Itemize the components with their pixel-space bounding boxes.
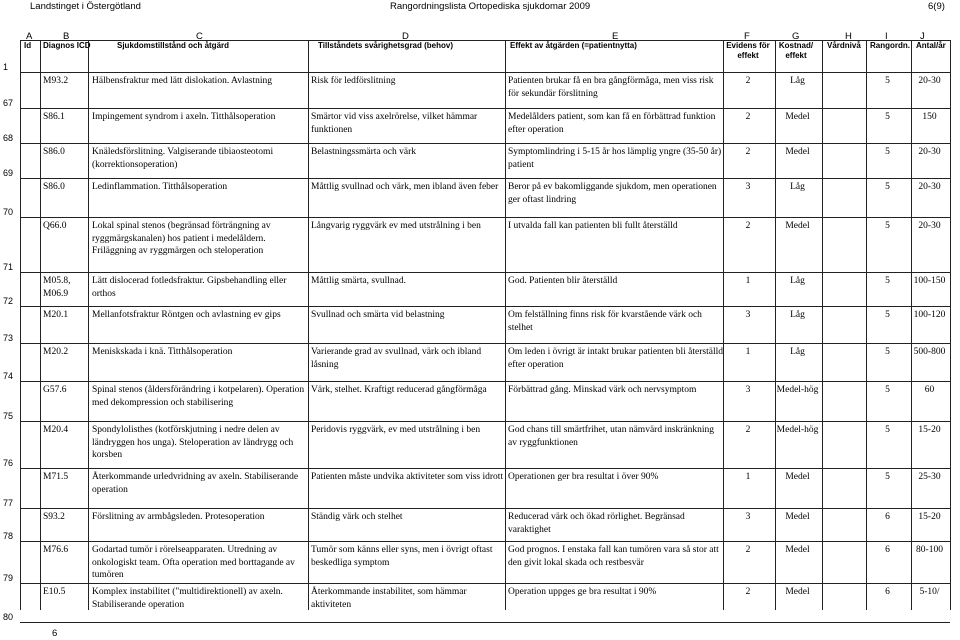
- col-letter-h: H: [845, 31, 852, 42]
- row-number: 69: [3, 168, 14, 178]
- header-evidens: Evidens för effekt: [726, 41, 770, 60]
- row-number: 70: [3, 207, 14, 217]
- cell-evidens: 3: [745, 512, 751, 522]
- grid-vline: [40, 40, 41, 610]
- header-svarighet: Tillståndets svårighetsgrad (behov): [318, 41, 453, 50]
- row-number: 68: [3, 133, 14, 143]
- grid-hline: [20, 306, 950, 307]
- grid-vline: [822, 40, 823, 610]
- cell-effekt: Operation uppges ge bra resultat i 90%: [508, 587, 657, 597]
- cell-rangordn: 5: [885, 182, 890, 192]
- cell-svarighet: Peridovis ryggvärk, ev med utstrålning i ben: [311, 425, 481, 435]
- cell-diagnos: M05.8, M06.9: [43, 276, 71, 299]
- cell-evidens: 3: [745, 310, 751, 320]
- cell-evidens: 2: [745, 587, 751, 597]
- grid-vline: [308, 40, 309, 610]
- cell-diagnos: S93.2: [43, 512, 65, 522]
- cell-kostnad: Medel: [785, 512, 810, 522]
- col-letter-f: F: [744, 31, 750, 42]
- cell-sjukdom: Förslitning av armbågsleden. Protesoperation: [92, 512, 265, 522]
- cell-kostnad: Medel: [785, 587, 810, 597]
- cell-diagnos: M20.1: [43, 310, 69, 320]
- grid-hline: [20, 143, 950, 144]
- header-left: Landstinget i Östergötland: [30, 1, 141, 12]
- cell-antal: 60: [924, 385, 935, 395]
- cell-rangordn: 5: [885, 425, 890, 435]
- cell-svarighet: Belastningssmärta och värk: [311, 147, 417, 157]
- cell-antal: 150: [922, 112, 937, 122]
- cell-diagnos: M20.2: [43, 347, 69, 357]
- cell-effekt: Patienten brukar få en bra gångförmåga, men viss risk för sekundär förslitning: [508, 76, 714, 99]
- grid-hline: [20, 583, 950, 584]
- cell-evidens: 1: [745, 472, 751, 482]
- cell-sjukdom: Lokal spinal stenos (begränsad förträngning av ryggmärgskanalen) hos patient i medelåldern. Friläggning av ryggmärgen och steloperation: [92, 221, 271, 256]
- cell-rangordn: 6: [885, 587, 890, 597]
- cell-sjukdom: Hälbensfraktur med lätt dislokation. Avlastning: [92, 76, 273, 86]
- row-number: 79: [3, 573, 14, 583]
- cell-sjukdom: Återkommande urledvridning av axeln. Stabiliserande operation: [92, 472, 299, 495]
- col-letter-a: A: [26, 31, 33, 42]
- cell-evidens: 2: [745, 112, 751, 122]
- cell-sjukdom: Komplex instabilitet ("multidirektionell) av axeln. Stabiliserande operation: [92, 587, 283, 610]
- cell-effekt: God chans till smärtfrihet, utan nämvärd inskränkning av ryggfunktionen: [508, 425, 715, 448]
- cell-evidens: 2: [745, 76, 751, 86]
- cell-sjukdom: Lätt dislocerad fotledsfraktur. Gipsbehandling eller orthos: [92, 276, 287, 299]
- cell-antal: 20-30: [918, 147, 941, 157]
- cell-kostnad: Medel: [785, 112, 810, 122]
- grid-hline: [20, 508, 950, 509]
- cell-diagnos: S86.1: [43, 112, 65, 122]
- cell-effekt: I utvalda fall kan patienten bli fullt återställd: [508, 221, 678, 231]
- cell-rangordn: 5: [885, 347, 890, 357]
- cell-svarighet: Varierande grad av svullnad, värk och ibland låsning: [311, 347, 482, 370]
- col-letter-g: G: [792, 31, 800, 42]
- row-number: 72: [3, 296, 14, 306]
- cell-kostnad: Medel-hög: [776, 425, 819, 435]
- header-kostnad: Kostnad/ effekt: [778, 41, 814, 60]
- cell-kostnad: Medel: [785, 472, 810, 482]
- cell-effekt: Beror på ev bakomliggande sjukdom, men operationen ger oftast lindring: [508, 182, 717, 205]
- cell-antal: 15-20: [918, 512, 941, 522]
- cell-diagnos: Q66.0: [43, 221, 67, 231]
- header-vardniva: Vårdnivå: [827, 41, 861, 50]
- cell-antal: 15-20: [918, 425, 941, 435]
- cell-effekt: Symptomlindring i 5-15 år hos lämplig yngre (35-50 år) patient: [508, 147, 722, 170]
- cell-antal: 5-10/: [919, 587, 940, 597]
- cell-evidens: 2: [745, 425, 751, 435]
- cell-rangordn: 6: [885, 545, 890, 555]
- grid-hline: [20, 108, 950, 109]
- cell-sjukdom: Spondylolisthes (kotförskjutning i nedre delen av ländryggen hos unga). Steloperation av ländrygg och korsben: [92, 425, 294, 460]
- cell-evidens: 2: [745, 147, 751, 157]
- cell-kostnad: Medel: [785, 545, 810, 555]
- cell-evidens: 1: [745, 347, 751, 357]
- header-page-number: 6(9): [928, 1, 945, 12]
- col-letter-d: D: [402, 31, 409, 42]
- cell-svarighet: Värk, stelhet. Kraftigt reducerad gångförmåga: [311, 385, 487, 395]
- cell-svarighet: Svullnad och smärta vid belastning: [311, 310, 445, 320]
- cell-effekt: God. Patienten blir återställd: [508, 276, 618, 286]
- cell-sjukdom: Godartad tumör i rörelseapparaten. Utredning av onkologiskt team. Ofta operation med borttagande av tumören: [92, 545, 295, 580]
- header-antal: Antal/år: [916, 41, 946, 50]
- cell-diagnos: M76.6: [43, 545, 69, 555]
- col-letter-c: C: [196, 31, 203, 42]
- row-number: 73: [3, 333, 14, 343]
- cell-effekt: Operationen ger bra resultat i över 90%: [508, 472, 659, 482]
- col-letter-b: B: [63, 31, 70, 42]
- cell-effekt: God prognos. I enstaka fall kan tumören vara så stor att den givit lokal skada och restbesvär: [508, 545, 719, 568]
- cell-sjukdom: Knäledsförslitning. Valgiserande tibiaosteotomi (korrektionsoperation): [92, 147, 274, 170]
- cell-rangordn: 5: [885, 221, 890, 231]
- cell-antal: 80-100: [916, 545, 943, 555]
- cell-kostnad: Låg: [790, 276, 805, 286]
- grid-hline: [20, 272, 950, 273]
- header-effekt: Effekt av åtgärden (=patientnytta): [510, 41, 637, 50]
- cell-rangordn: 5: [885, 147, 890, 157]
- cell-kostnad: Låg: [790, 182, 805, 192]
- column-headers: [0, 41, 960, 63]
- grid-hline: [20, 622, 950, 623]
- row-number: 74: [3, 371, 14, 381]
- row-number: 71: [3, 262, 14, 272]
- cell-diagnos: M71.5: [43, 472, 69, 482]
- row-number: 76: [3, 458, 14, 468]
- grid-hline: [20, 421, 950, 422]
- cell-svarighet: Ständig värk och stelhet: [311, 512, 403, 522]
- page-header: [0, 0, 960, 14]
- grid-hline: [20, 217, 950, 218]
- cell-rangordn: 5: [885, 112, 890, 122]
- cell-antal: 20-30: [918, 182, 941, 192]
- cell-diagnos: S86.0: [43, 182, 65, 192]
- header-diagnos: Diagnos ICD: [43, 41, 91, 50]
- header-sjukdom: Sjukdomstillstånd och åtgärd: [117, 41, 230, 50]
- col-letter-j: J: [920, 31, 925, 42]
- cell-sjukdom: Mellanfotsfraktur Röntgen och avlastning ev gips: [92, 310, 281, 320]
- grid-hline: [20, 40, 950, 41]
- cell-evidens: 3: [745, 182, 751, 192]
- grid-vline: [20, 40, 21, 610]
- cell-evidens: 1: [745, 276, 751, 286]
- cell-antal: 100-120: [913, 310, 946, 320]
- cell-sjukdom: Meniskskada i knä. Titthålsoperation: [92, 347, 233, 357]
- cell-kostnad: Medel: [785, 147, 810, 157]
- cell-antal: 100-150: [913, 276, 946, 286]
- cell-effekt: Förbättrad gång. Minskad värk och nervsymptom: [508, 385, 697, 395]
- cell-sjukdom: Spinal stenos (åldersförändring i kotpelaren). Operation med dekompression och stabilisering: [92, 385, 305, 408]
- cell-diagnos: M93.2: [43, 76, 69, 86]
- row-number: 80: [3, 612, 14, 622]
- row-number: 77: [3, 498, 14, 508]
- header-id: Id: [24, 41, 32, 50]
- cell-evidens: 2: [745, 545, 751, 555]
- cell-antal: 25-30: [918, 472, 941, 482]
- cell-svarighet: Långvarig ryggvärk ev med utstrålning i ben: [311, 221, 481, 231]
- grid-hline: [20, 178, 950, 179]
- cell-svarighet: Måttlig svullnad och värk, men ibland även feber: [311, 182, 499, 192]
- cell-sjukdom: Impingement syndrom i axeln. Titthålsoperation: [92, 112, 276, 122]
- cell-svarighet: Smärtor vid viss axelrörelse, vilket hämmar funktionen: [311, 112, 478, 135]
- grid-hline: [20, 468, 950, 469]
- grid-vline: [950, 40, 951, 610]
- cell-diagnos: S86.0: [43, 147, 65, 157]
- footer-row-number: 6: [52, 628, 58, 639]
- cell-antal: 500-800: [913, 347, 946, 357]
- row-number: 67: [3, 98, 14, 108]
- cell-effekt: Medelålders patient, som kan få en förbättrad funktion efter operation: [508, 112, 716, 135]
- cell-svarighet: Risk för ledförslitning: [311, 76, 396, 86]
- cell-effekt: Om leden i övrigt är intakt brukar patienten bli återställd efter operation: [508, 347, 723, 370]
- cell-sjukdom: Ledinflammation. Titthålsoperation: [92, 182, 228, 192]
- grid-hline: [20, 541, 950, 542]
- cell-diagnos: M20.4: [43, 425, 69, 435]
- cell-kostnad: Låg: [790, 76, 805, 86]
- row-number: 78: [3, 531, 14, 541]
- cell-antal: 20-30: [918, 76, 941, 86]
- row-number: 75: [3, 411, 14, 421]
- grid-hline: [20, 72, 950, 73]
- cell-diagnos: G57.6: [43, 385, 67, 395]
- row-number: 1: [3, 62, 9, 72]
- cell-evidens: 3: [745, 385, 751, 395]
- cell-rangordn: 6: [885, 512, 890, 522]
- cell-evidens: 2: [745, 221, 751, 231]
- cell-rangordn: 5: [885, 276, 890, 286]
- cell-effekt: Om felställning finns risk för kvarstående värk och stelhet: [508, 310, 702, 333]
- cell-rangordn: 5: [885, 76, 890, 86]
- cell-rangordn: 5: [885, 310, 890, 320]
- header-center: Rangordningslista Ortopediska sjukdomar 2009: [390, 1, 591, 12]
- grid-hline: [20, 381, 950, 382]
- cell-effekt: Reducerad värk och ökad rörlighet. Begränsad varaktighet: [508, 512, 685, 535]
- col-letter-e: E: [612, 31, 619, 42]
- grid-vline: [505, 40, 506, 610]
- cell-svarighet: Tumör som känns eller syns, men i övrigt oftast beskedliga symptom: [311, 545, 493, 568]
- cell-rangordn: 5: [885, 472, 890, 482]
- cell-kostnad: Låg: [790, 347, 805, 357]
- cell-diagnos: E10.5: [43, 587, 66, 597]
- cell-svarighet: Patienten måste undvika aktiviteter som viss idrott: [311, 472, 504, 482]
- header-rangordn: Rangordn.: [870, 41, 910, 50]
- cell-svarighet: Måttlig smärta, svullnad.: [311, 276, 406, 286]
- cell-kostnad: Medel-hög: [776, 385, 819, 395]
- cell-svarighet: Återkommande instabilitet, som hämmar aktiviteten: [311, 587, 467, 610]
- cell-antal: 20-30: [918, 221, 941, 231]
- cell-kostnad: Låg: [790, 310, 805, 320]
- grid-hline: [20, 343, 950, 344]
- grid-vline: [88, 40, 89, 610]
- col-letter-i: I: [885, 31, 888, 42]
- cell-rangordn: 5: [885, 385, 890, 395]
- cell-kostnad: Medel: [785, 221, 810, 231]
